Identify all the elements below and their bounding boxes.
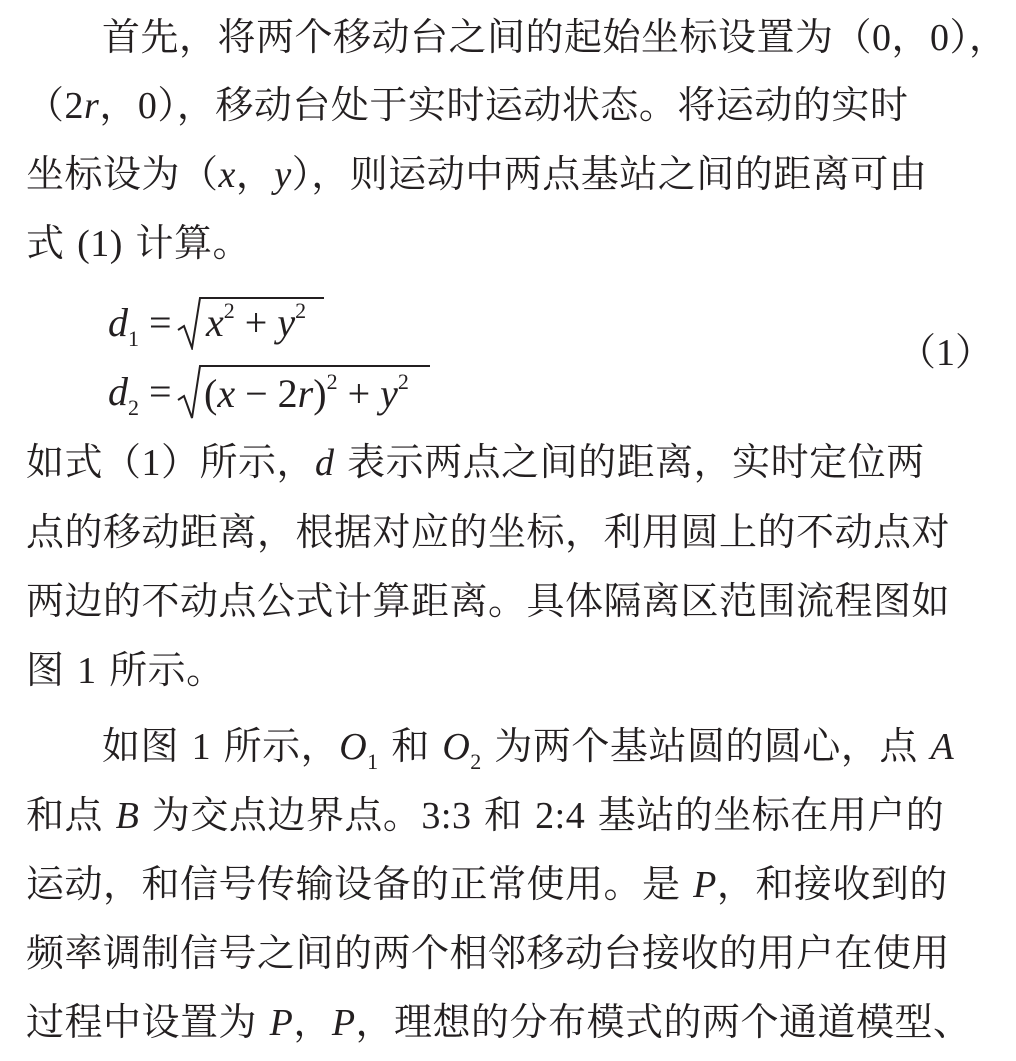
paragraph-2-line-3: 两边的不动点公式计算距离。具体隔离区范围流程图如: [26, 579, 951, 623]
paragraph-3-line-2: 和点 B 为交点边界点。3:3 和 2:4 基站的坐标在用户的: [26, 793, 945, 837]
paragraph-2-line-2: 点的移动距离，根据对应的坐标，利用圆上的不动点对: [26, 510, 951, 554]
equation-d2-radicand: $(x - 2r)^2 + y^2$: [204, 369, 409, 416]
equation-d2: $d_2$ =: [108, 369, 172, 420]
equation-number: （1）: [898, 332, 994, 374]
paragraph-2-line-1: 如式（1）所示，d 表示两点之间的距离，实时定位两: [26, 440, 925, 484]
paragraph-3-line-5: 过程中设置为 P，P，理想的分布模式的两个通道模型、: [26, 1000, 972, 1044]
paragraph-1-line-1: 首先，将两个移动台之间的起始坐标设置为（0，0），: [102, 15, 1008, 59]
paragraph-3-line-4: 频率调制信号之间的两个相邻移动台接收的用户在使用: [26, 931, 951, 975]
paragraph-3-line-1: 如图 1 所示，$O_1$ 和 $O_2$ 为两个基站圆的圆心，点 A: [102, 724, 955, 774]
paragraph-2-line-4: 图 1 所示。: [26, 648, 225, 692]
paragraph-1-line-2: （2r，0），移动台处于实时运动状态。将运动的实时: [26, 83, 909, 127]
paragraph-3-line-3: 运动，和信号传输设备的正常使用。是 P，和接收到的: [26, 862, 948, 906]
paragraph-1-line-4: 式 (1) 计算。: [26, 221, 251, 265]
equation-d1: $d_1$ =: [108, 300, 172, 351]
paragraph-1-line-3: 坐标设为（x，y），则运动中两点基站之间的距离可由: [26, 152, 928, 196]
equation-d1-radicand: $x^2 + y^2$: [206, 298, 307, 345]
